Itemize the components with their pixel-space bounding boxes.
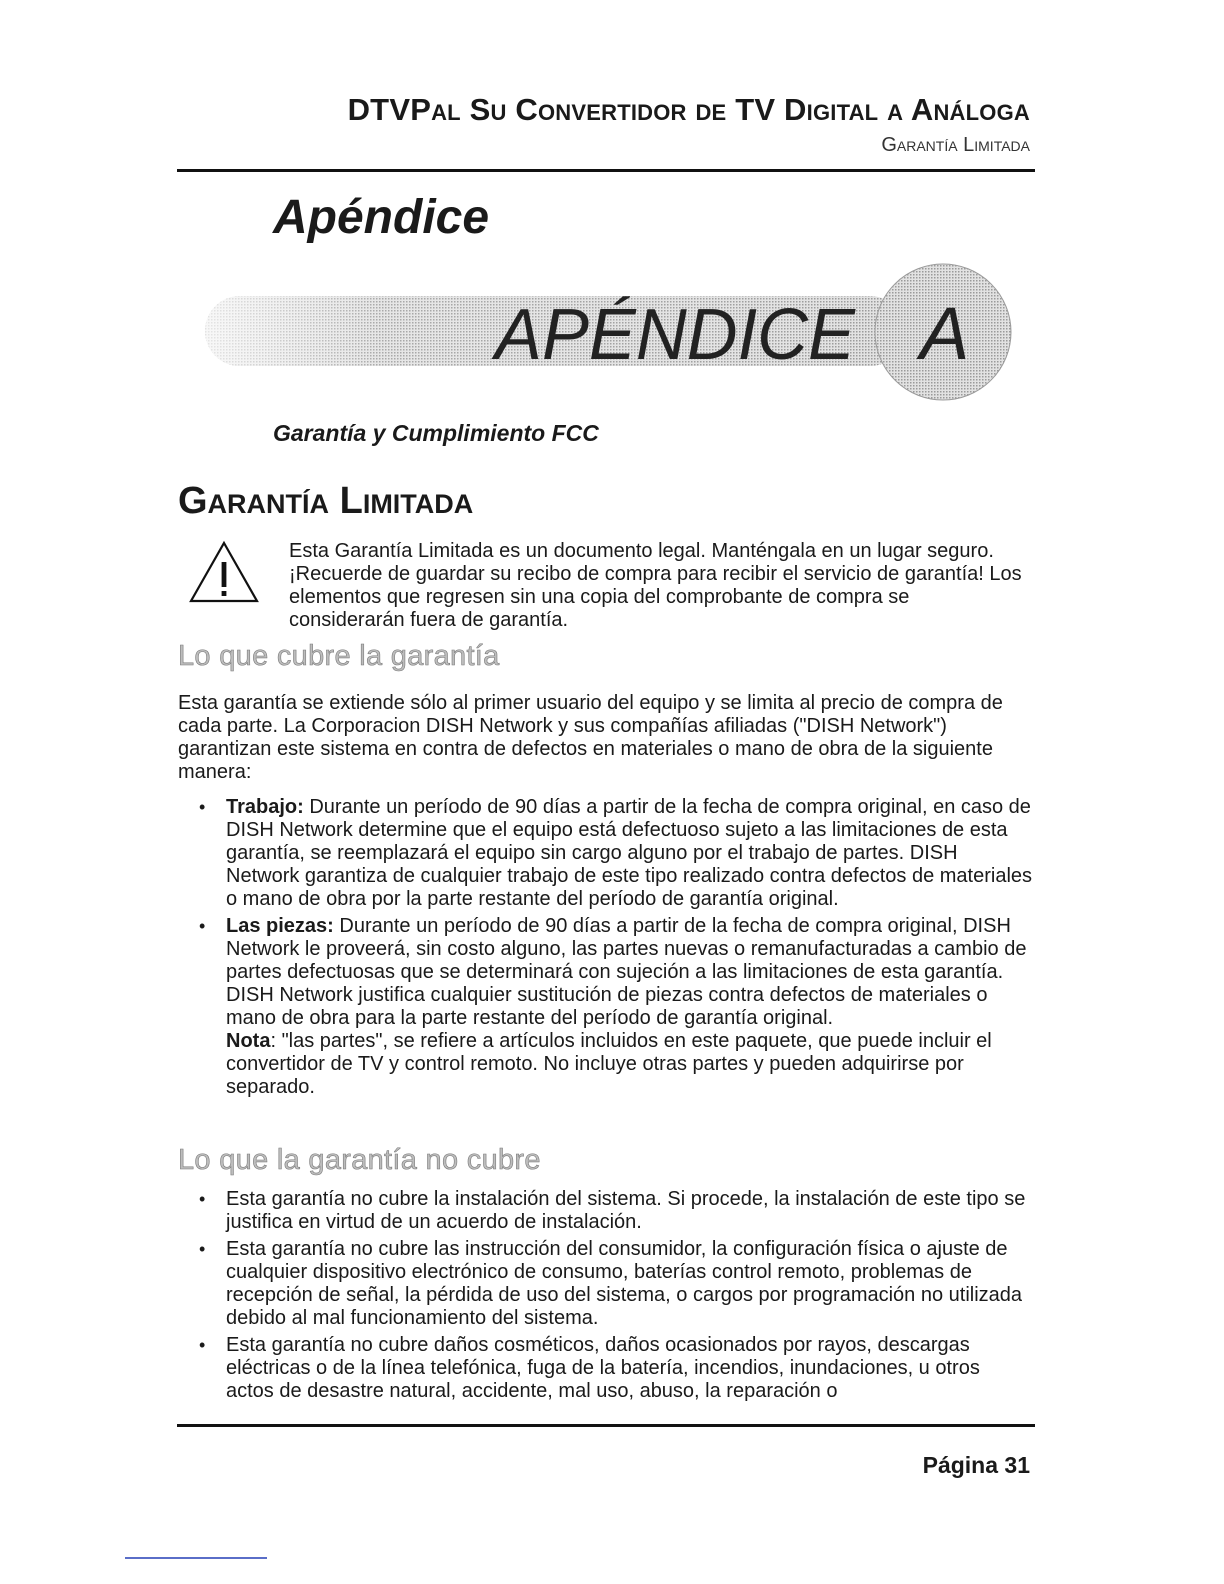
not-covered-list [178,1188,1033,1407]
note-text: : "las partes", se refiere a artículos incluidos en este paquete, que puede incluir el convertidor de TV y control remoto. No incluye otras partes y pueden adquirirse por separado. [226,1030,992,1098]
list-item [178,915,1033,1099]
running-header-title: DTVPal Su Convertidor de TV Digital a Análoga [347,92,1030,127]
item-text: Durante un período de 90 días a partir de la fecha de compra original, DISH Network le proveerá, sin costo alguno, las partes nuevas o remanufacturadas a cambio de partes defectuosas que se determinará con sujeción a las limitaciones de esta garantía. DISH Network justifica cualquier sustitución de piezas contra defectos de materiales o mano de obra para la parte restante del período de garantía original. [226,915,1027,1029]
header-rule [177,169,1035,172]
bullet: • [199,1189,206,1209]
chapter-title: Apéndice [273,191,490,244]
note-label: Nota [226,1030,271,1052]
banner-text: APÉNDICE [491,295,856,375]
list-item [178,1334,1033,1403]
bullet: • [199,916,206,936]
item-text: Esta garantía no cubre la instalación del sistema. Si procede, la instalación de este tipo se justifica en virtud de un acuerdo de instalación. [226,1188,1026,1233]
bullet: • [199,1335,206,1355]
list-item [178,1188,1033,1234]
list-item [178,796,1033,911]
item-label: Las piezas: [226,915,334,937]
chapter-subtitle: Garantía y Cumplimiento FCC [273,420,599,446]
covered-list [178,796,1033,1103]
covered-heading: Lo que cubre la garantía [178,640,500,672]
list-item [178,1238,1033,1330]
footer-rule [177,1424,1035,1427]
bullet: • [199,1239,206,1259]
page-number: Página 31 [922,1452,1030,1478]
covered-intro: Esta garantía se extiende sólo al primer usuario del equipo y se limita al precio de compra de cada parte. La Corporacion DISH Network y sus compañías afiliadas ("DISH Network") garantizan este sistema en contra de defectos en materiales o mano de obra de la siguiente manera: [178,692,1003,783]
bullet: • [199,797,206,817]
item-text: Esta garantía no cubre las instrucción del consumidor, la configuración física o ajuste de cualquier dispositivo electrónico de consumo, baterías control remoto, problemas de recepción de señal, la pérdida de uso del sistema, o cargos por programación no utilizada debido al mal funcionamiento del sistema. [226,1238,1023,1329]
warning-paragraph: Esta Garantía Limitada es un documento legal. Manténgala en un lugar seguro. ¡Recuerde de guardar su recibo de compra para recibir el servicio de garantía! Los elementos que regresen sin una copia del comprobante de compra se considerarán fuera de garantía. [289,540,1022,631]
warning-icon [188,540,260,604]
section-title: Garantía Limitada [178,480,474,522]
scan-artifact-line [125,1557,267,1559]
item-label: Trabajo: [226,796,304,818]
item-text: Durante un período de 90 días a partir de la fecha de compra original, en caso de DISH Network determine que el equipo está defectuoso sujeto a las limitaciones de esta garantía, se reemplazará el equipo sin cargo alguno por el trabajo de partes. DISH Network garantiza de cualquier trabajo de este tipo realizado contra defectos de materiales o mano de obra por la parte restante del período de garantía original. [226,796,1033,910]
banner-letter: A [920,292,970,375]
running-header-subtitle: Garantía Limitada [881,134,1030,156]
item-text: Esta garantía no cubre daños cosméticos, daños ocasionados por rayos, descargas eléctricas o de la línea telefónica, fuga de la batería, incendios, inundaciones, u otros actos de desastre natural, accidente, mal uso, abuso, la reparación o [226,1334,980,1402]
chapter-banner [205,262,1015,412]
not-covered-heading: Lo que la garantía no cubre [178,1144,541,1176]
